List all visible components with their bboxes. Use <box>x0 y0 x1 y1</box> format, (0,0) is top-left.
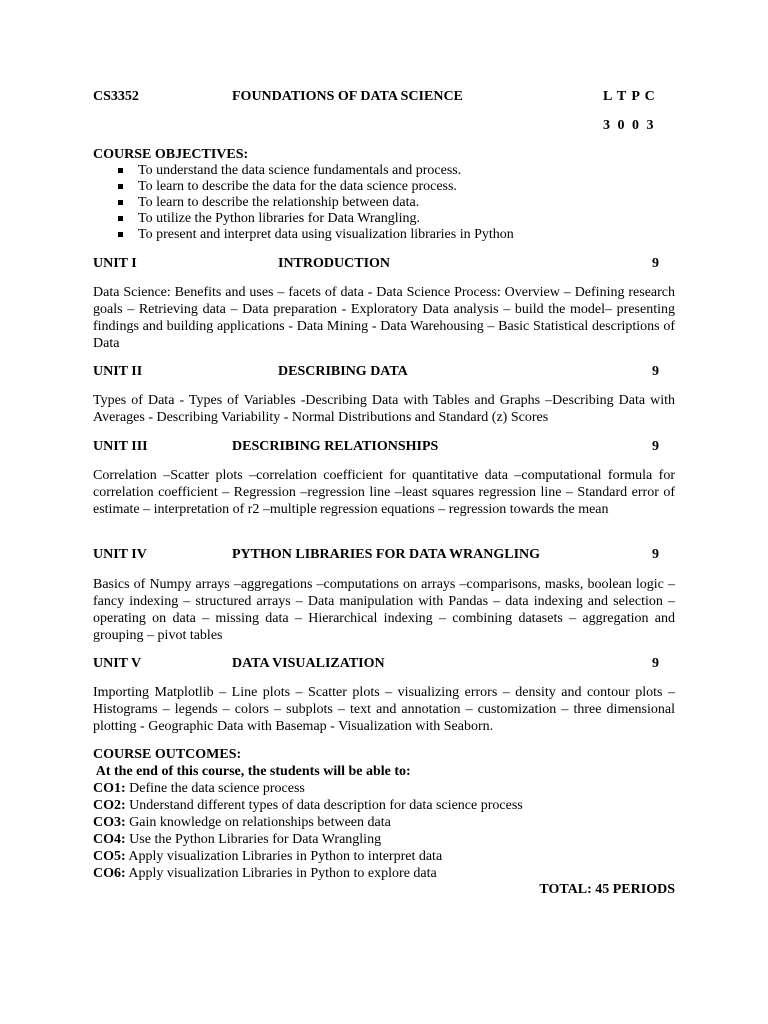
square-bullet-icon <box>118 216 123 221</box>
outcome-item: CO4: Use the Python Libraries for Data Wrangling <box>93 832 382 847</box>
unit-name: UNIT III <box>93 439 148 454</box>
outcome-item: CO3: Gain knowledge on relationships between data <box>93 815 391 830</box>
objective-item: To learn to describe the data for the data science process. <box>118 179 514 195</box>
outcomes-intro: At the end of this course, the students will be able to: <box>93 764 411 779</box>
outcome-item: CO6: Apply visualization Libraries in Python to explore data <box>93 866 437 881</box>
unit-hours: 9 <box>652 547 659 562</box>
course-header <box>93 88 675 105</box>
unit-heading <box>93 255 675 272</box>
outcome-item: CO2: Understand different types of data description for data science process <box>93 798 523 813</box>
objectives-heading: COURSE OBJECTIVES: <box>93 147 249 162</box>
unit-hours: 9 <box>652 439 659 454</box>
unit-title: DESCRIBING RELATIONSHIPS <box>232 439 439 454</box>
unit-heading <box>93 655 675 672</box>
square-bullet-icon <box>118 184 123 189</box>
outcomes-heading: COURSE OUTCOMES: <box>93 747 242 762</box>
unit-title: DATA VISUALIZATION <box>232 656 385 671</box>
outcome-code: CO2: <box>93 798 126 813</box>
ltpc-values: 3 0 0 3 <box>603 118 656 133</box>
outcome-item: CO5: Apply visualization Libraries in Python to interpret data <box>93 849 443 864</box>
course-code: CS3352 <box>93 89 139 104</box>
unit-hours: 9 <box>652 656 659 671</box>
unit-name: UNIT II <box>93 364 143 379</box>
outcome-code: CO3: <box>93 815 126 830</box>
outcome-code: CO5: <box>93 849 126 864</box>
unit-heading <box>93 438 675 455</box>
outcome-code: CO6: <box>93 866 126 881</box>
unit-title: INTRODUCTION <box>278 256 391 271</box>
unit-hours: 9 <box>652 364 659 379</box>
unit-name: UNIT I <box>93 256 137 271</box>
total-periods: TOTAL: 45 PERIODS <box>539 882 675 897</box>
outcomes-list <box>93 780 675 882</box>
credits-row <box>93 117 675 134</box>
unit-content: Correlation –Scatter plots –correlation coefficient for quantitative data –computational formula for correlation coefficient – Regression –regression line –least squares regression line – Standard error of estimate – interpretation of r2 –multiple regression equations – regression towards the mean <box>93 468 675 517</box>
square-bullet-icon <box>118 200 123 205</box>
square-bullet-icon <box>118 168 123 173</box>
unit-title: PYTHON LIBRARIES FOR DATA WRANGLING <box>232 547 541 562</box>
objective-item: To present and interpret data using visualization libraries in Python <box>118 227 514 243</box>
unit-content: Data Science: Benefits and uses – facets of data - Data Science Process: Overview – Defining research goals – Retrieving data – Data preparation - Exploratory Data analysis – build the model– presenting findings and building applications - Data Mining - Data Warehousing – Basic Statistical descriptions of Data <box>93 285 675 351</box>
objective-item: To utilize the Python libraries for Data Wrangling. <box>118 211 514 227</box>
outcome-code: CO1: <box>93 781 126 796</box>
unit-heading <box>93 546 675 563</box>
objective-item: To understand the data science fundamentals and process. <box>118 163 514 179</box>
course-title: FOUNDATIONS OF DATA SCIENCE <box>232 89 463 104</box>
objectives-list <box>118 163 514 243</box>
unit-name: UNIT V <box>93 656 142 671</box>
unit-heading <box>93 363 675 380</box>
unit-name: UNIT IV <box>93 547 147 562</box>
unit-content: Types of Data - Types of Variables -Describing Data with Tables and Graphs –Describing Data with Averages - Describing Variability - Normal Distributions and Standard (z) Scores <box>93 393 675 425</box>
square-bullet-icon <box>118 232 123 237</box>
ltpc-label: L T P C <box>603 89 656 104</box>
unit-hours: 9 <box>652 256 659 271</box>
unit-content: Basics of Numpy arrays –aggregations –computations on arrays –comparisons, masks, boolean logic – fancy indexing – structured arrays – Data manipulation with Pandas – data indexing and selection – operating on data – missing data – Hierarchical indexing – combining datasets – aggregation and grouping – pivot tables <box>93 577 675 643</box>
unit-title: DESCRIBING DATA <box>278 364 408 379</box>
objective-item: To learn to describe the relationship between data. <box>118 195 514 211</box>
unit-content: Importing Matplotlib – Line plots – Scatter plots – visualizing errors – density and contour plots – Histograms – legends – colors – subplots – text and annotation – customization – three dimensional plotting - Geographic Data with Basemap - Visualization with Seaborn. <box>93 685 675 734</box>
outcome-item: CO1: Define the data science process <box>93 781 305 796</box>
outcome-code: CO4: <box>93 832 126 847</box>
